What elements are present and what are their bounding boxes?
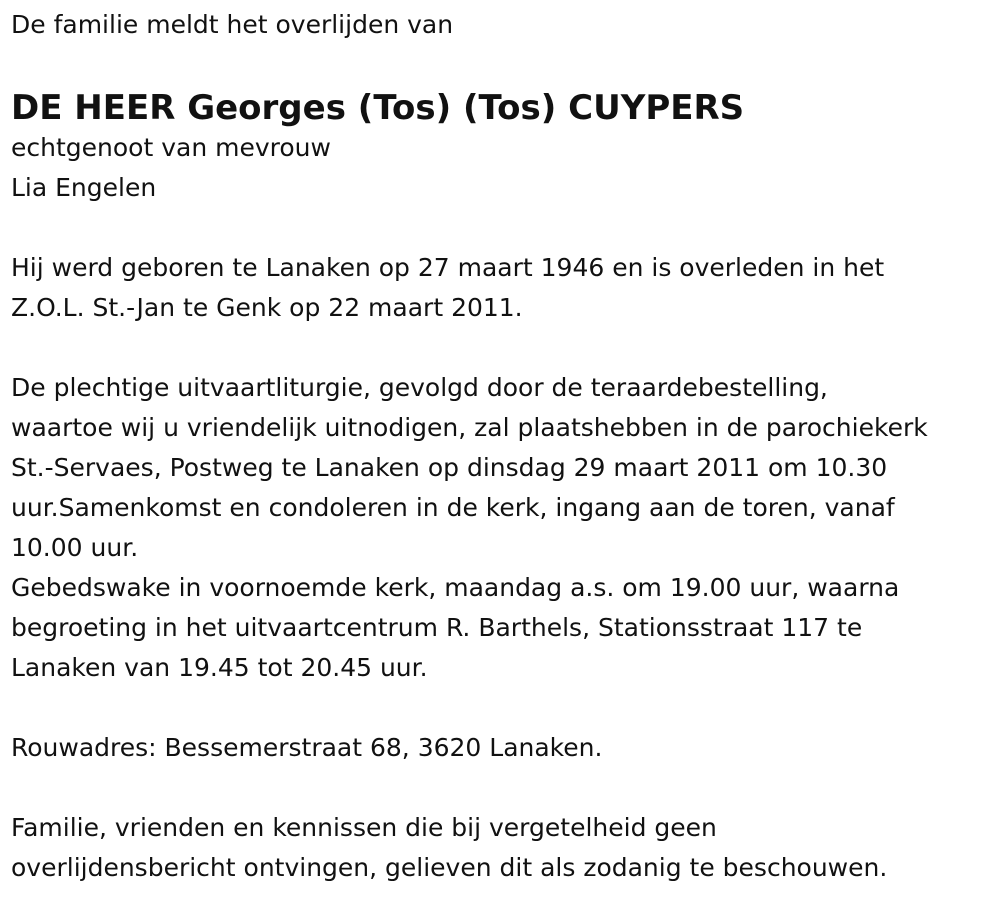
spacer — [11, 208, 996, 248]
wake-line-1: Gebedswake in voornoemde kerk, maandag a.s. om 19.00 uur, waarna — [11, 573, 900, 602]
funeral-line-2: waartoe wij u vriendelijk uitnodigen, zal plaatshebben in de parochiekerk — [11, 413, 928, 442]
spacer — [11, 688, 996, 728]
closing-line-2: overlijdensbericht ontvingen, gelieven dit als zodanig te beschouwen. — [11, 853, 888, 882]
wake-line-2: begroeting in het uitvaartcentrum R. Barthels, Stationsstraat 117 te — [11, 613, 863, 642]
wake-line-3: Lanaken van 19.45 tot 20.45 uur. — [11, 653, 428, 682]
deceased-name: DE HEER Georges (Tos) (Tos) CUYPERS — [11, 88, 745, 128]
birth-death-line-1: Hij werd geboren te Lanaken op 27 maart 1946 en is overleden in het — [11, 253, 885, 282]
spacer — [11, 768, 996, 808]
intro-text: De familie meldt het overlijden van — [11, 10, 454, 39]
funeral-line-3: St.-Servaes, Postweg te Lanaken op dinsdag 29 maart 2011 om 10.30 — [11, 453, 888, 482]
death-notice — [11, 0, 996, 888]
closing-line-1: Familie, vrienden en kennissen die bij vergetelheid geen — [11, 813, 717, 842]
birth-death-line-2: Z.O.L. St.-Jan te Genk op 22 maart 2011. — [11, 293, 523, 322]
spouse-line-2: Lia Engelen — [11, 173, 157, 202]
funeral-line-1: De plechtige uitvaartliturgie, gevolgd door de teraardebestelling, — [11, 373, 828, 402]
funeral-line-4: uur.Samenkomst en condoleren in de kerk, ingang aan de toren, vanaf — [11, 493, 895, 522]
spacer — [11, 328, 996, 368]
spacer — [11, 45, 996, 82]
mourning-address: Rouwadres: Bessemerstraat 68, 3620 Lanaken. — [11, 733, 603, 762]
funeral-line-5: 10.00 uur. — [11, 533, 139, 562]
spouse-line-1: echtgenoot van mevrouw — [11, 133, 331, 162]
